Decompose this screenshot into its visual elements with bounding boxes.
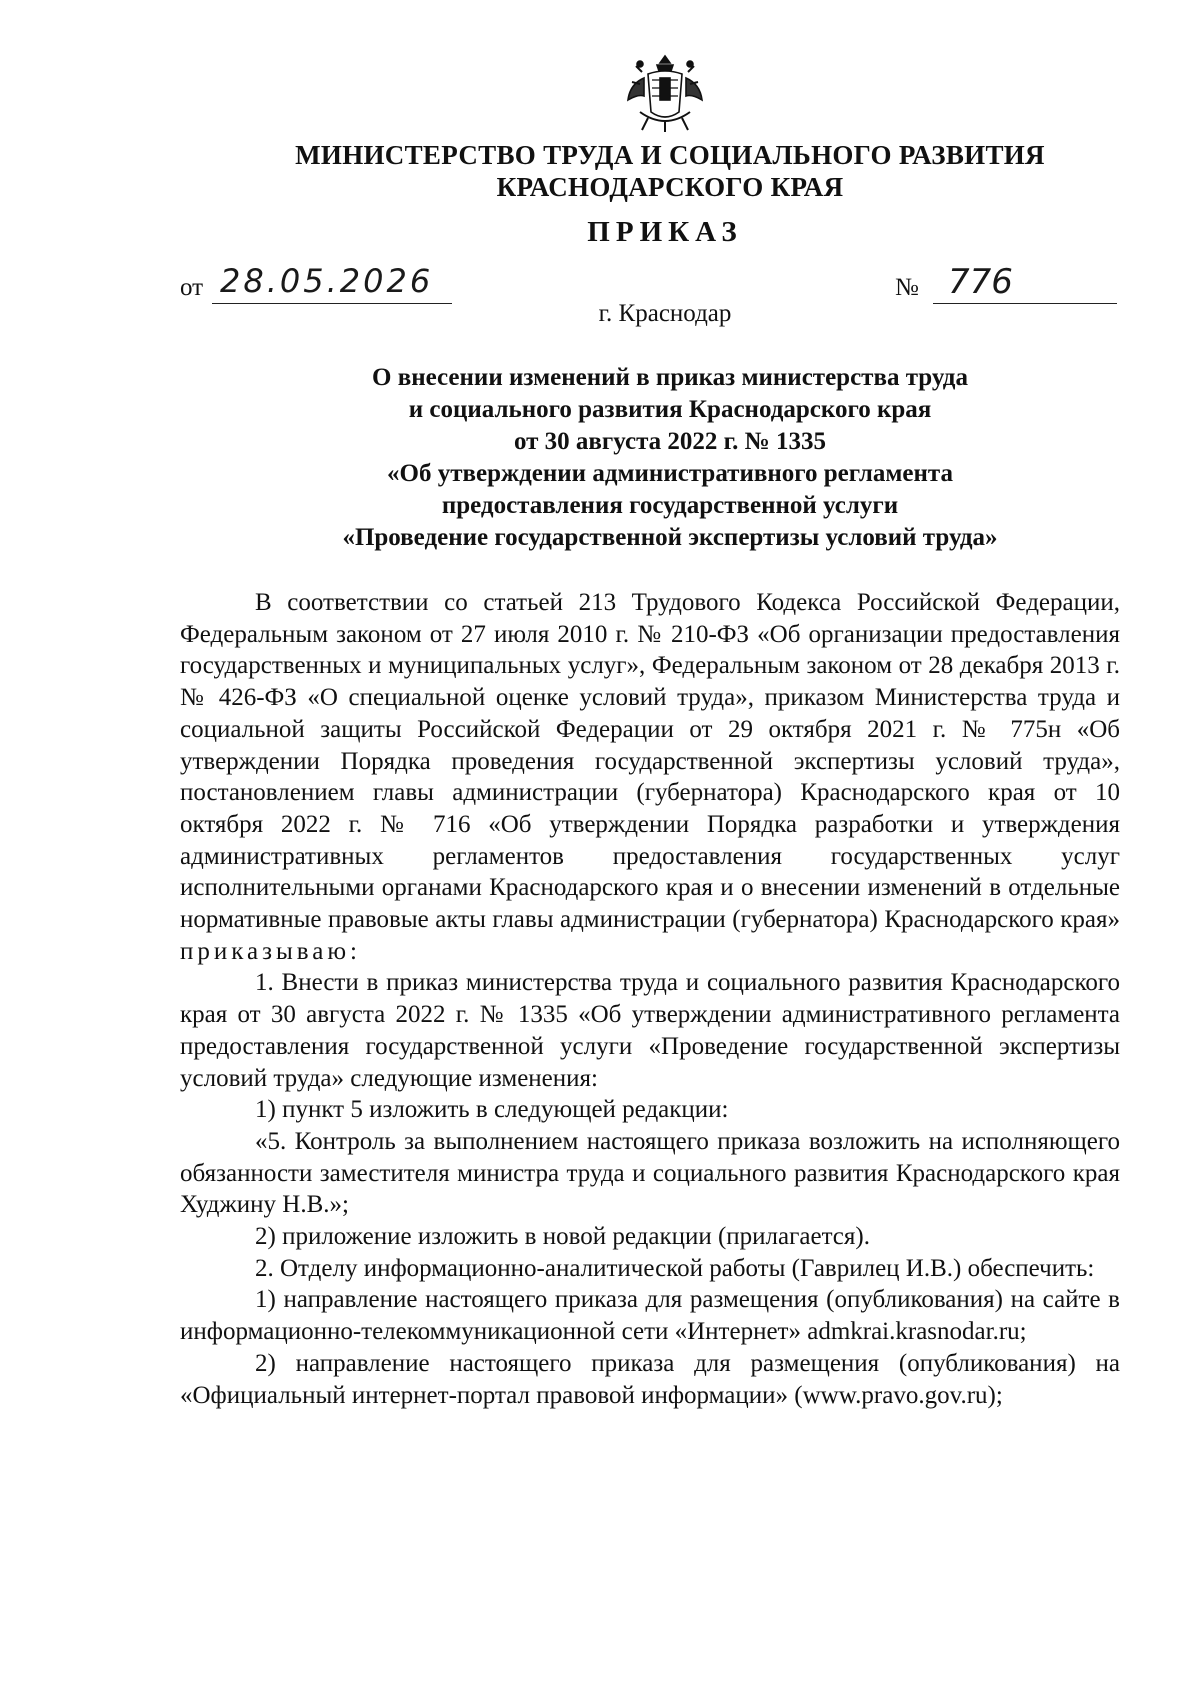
clause-2-2: 2) направление настоящего приказа для размещения (опубликования) на «Официальный интернет-портал правовой информации» (www.pravo.gov.ru);: [180, 1349, 1120, 1409]
date-prefix: от: [180, 274, 204, 301]
number-prefix: №: [895, 274, 919, 301]
clause-1-2: 2) приложение изложить в новой редакции (прилагается).: [255, 1223, 870, 1251]
krasnodar-coat-of-arms-icon: [622, 52, 708, 134]
handwritten-number: 776: [948, 262, 1013, 302]
order-word: приказываю:: [180, 937, 361, 965]
subject-line: О внесении изменений в приказ министерства труда: [372, 364, 968, 391]
subject-line: предоставления государственной услуги: [441, 492, 899, 519]
subject-line: «Об утверждении административного регламента: [387, 460, 953, 487]
clause-2: 2. Отделу информационно-аналитической работы (Гаврилец И.В.) обеспечить:: [255, 1254, 1095, 1282]
clause-2-1: 1) направление настоящего приказа для размещения (опубликования) на сайте в информационно-телекоммуникационной сети «Интернет» admkrai.krasnodar.ru;: [180, 1286, 1120, 1346]
preamble-text: В соответствии со статьей 213 Трудового Кодекса Российской Федерации, Федеральным законом от 27 июля 2010 г. № 210-ФЗ «Об организации предоставления государственных и муниципальных услуг», Федеральным законом от 28 декабря 2013 г. № 426-ФЗ «О специальной оценке условий труда», приказом Министерства труда и социальной защиты Российской Федерации от 29 октября 2021 г. № 775н «Об утверждении Порядка проведения государственной экспертизы условий труда», постановлением главы администрации (губернатора) Краснодарского края от 10 октября 2022 г. № 716 «Об утверждении Порядка разработки и утверждения административных регламентов предоставления государственных услуг исполнительными органами Краснодарского края и о внесении изменений в отдельные нормативные правовые акты главы администрации (губернатора) Краснодарского края»: [180, 589, 1120, 934]
document-body: [180, 587, 1120, 1411]
handwritten-date: 28.05.2026: [220, 262, 434, 300]
document-subject: [0, 362, 1200, 554]
clause-1: 1. Внести в приказ министерства труда и социального развития Краснодарского края от 30 августа 2022 г. № 1335 «Об утверждении административного регламента предоставления государственной услуги «Проведение государственной экспертизы условий труда» следующие изменения:: [180, 969, 1120, 1092]
city-label: г. Краснодар: [598, 300, 732, 327]
clause-1-1-quote: «5. Контроль за выполнением настоящего приказа возложить на исполняющего обязанности заместителя министра труда и социального развития Краснодарского края Худжину Н.В.»;: [180, 1127, 1120, 1219]
subject-line: от 30 августа 2022 г. № 1335: [513, 428, 827, 455]
document-type-title: ПРИКАЗ: [587, 216, 743, 248]
clause-1-1: 1) пункт 5 изложить в следующей редакции:: [255, 1096, 729, 1124]
ministry-name-line1: МИНИСТЕРСТВО ТРУДА И СОЦИАЛЬНОГО РАЗВИТИЯ: [295, 140, 1045, 170]
ministry-name-line2: КРАСНОДАРСКОГО КРАЯ: [496, 172, 844, 202]
preamble-paragraph: [180, 587, 1120, 967]
subject-line: «Проведение государственной экспертизы условий труда»: [342, 524, 998, 551]
subject-line: и социального развития Краснодарского края: [408, 396, 932, 423]
